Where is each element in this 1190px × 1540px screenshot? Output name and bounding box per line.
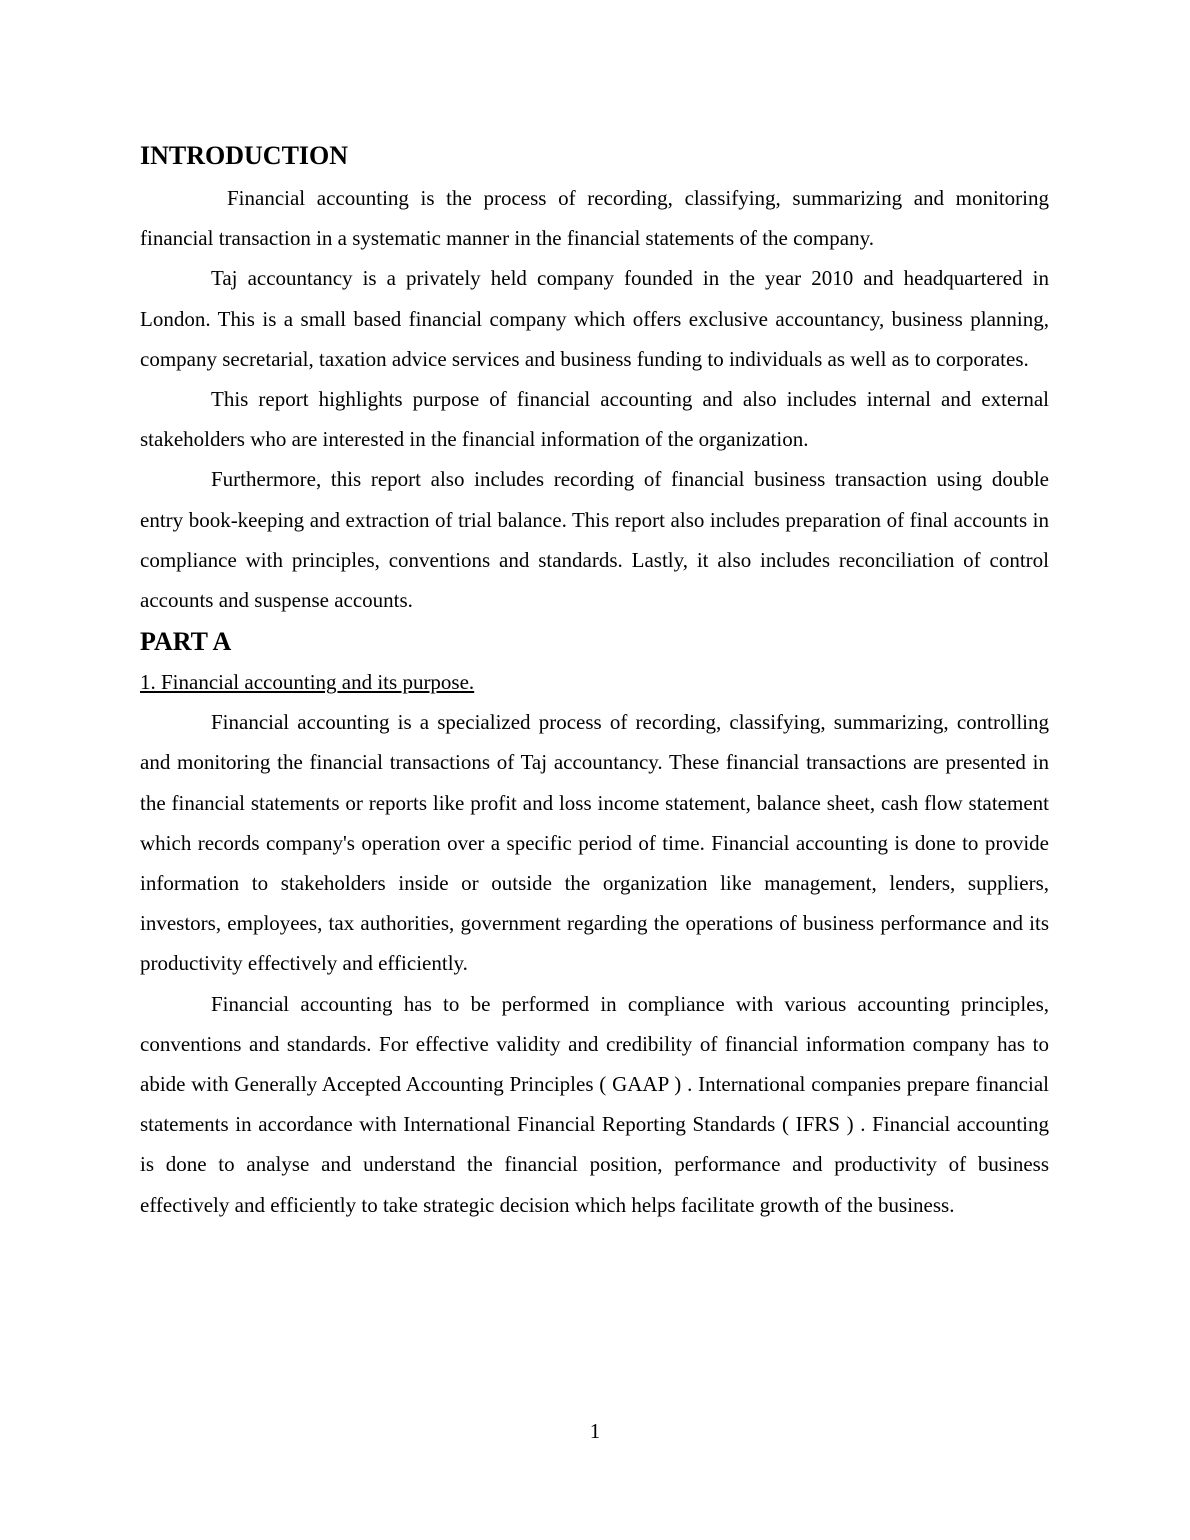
document-page — [140, 138, 1049, 1225]
part-a-paragraph-1: Financial accounting is a specialized process of recording, classifying, summarizing, controlling and monitoring the financial transactions of Taj accountancy. These financial transactions are presented in the financial statements or reports like profit and loss income statement, balance sheet, cash flow statement which records company's operation over a specific period of time. Financial accounting is done to provide information to stakeholders inside or outside the organization like management, lenders, suppliers, investors, employees, tax authorities, government regarding the operations of business performance and its productivity effectively and efficiently. — [140, 710, 1049, 976]
page-number: 1 — [589, 1419, 601, 1443]
introduction-heading: INTRODUCTION — [140, 141, 349, 170]
intro-paragraph-4: Furthermore, this report also includes recording of financial business transaction using double entry book-keeping and extraction of trial balance. This report also includes preparation of final accounts in compliance with principles, conventions and standards. Lastly, it also includes reconciliation of control accounts and suspense accounts. — [140, 467, 1049, 613]
part-a-heading: PART A — [140, 627, 232, 657]
intro-paragraph-1: Financial accounting is the process of recording, classifying, summarizing and monitoring financial transaction in a systematic manner in the financial statements of the company. — [140, 186, 1049, 251]
intro-paragraph-3: This report highlights purpose of financial accounting and also includes internal and external stakeholders who are interested in the financial information of the organization. — [140, 387, 1049, 452]
part-a-paragraph-2: Financial accounting has to be performed in compliance with various accounting principles, conventions and standards. For effective validity and credibility of financial information company has to abide with Generally Accepted Accounting Principles ( GAAP ) . International companies prepare financial statements in accordance with International Financial Reporting Standards ( IFRS ) . Financial accounting is done to analyse and understand the financial position, performance and productivity of business effectively and efficiently to take strategic decision which helps facilitate growth of the business. — [140, 991, 1049, 1217]
section-1-title: 1. Financial accounting and its purpose. — [140, 670, 475, 695]
intro-paragraph-2: Taj accountancy is a privately held company founded in the year 2010 and headquartered in London. This is a small based financial company which offers exclusive accountancy, business planning, company secretarial, taxation advice services and business funding to individuals as well as to corporates. — [140, 266, 1049, 371]
